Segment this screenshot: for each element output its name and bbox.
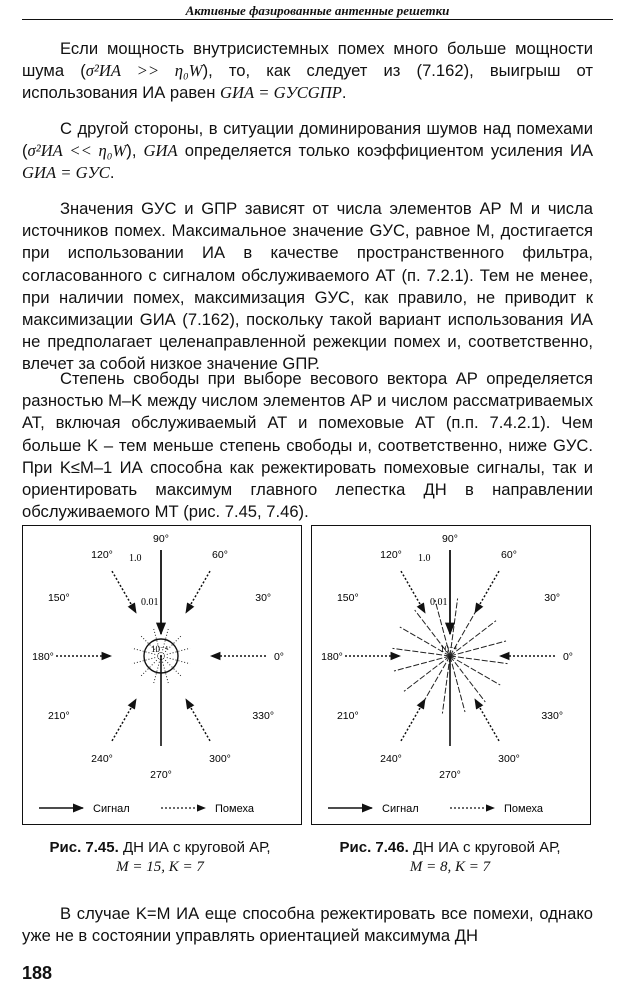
angle-label: 0° — [562, 651, 574, 663]
radiation-pattern-chart — [312, 526, 589, 823]
pattern-ray — [161, 656, 190, 664]
angle-label: 90° — [153, 533, 169, 545]
angle-label: 60° — [501, 548, 517, 561]
interference-arrow — [186, 699, 210, 741]
pattern-ray — [442, 656, 450, 714]
pattern-ray — [161, 656, 169, 685]
radial-label-middle: 0.01 — [430, 597, 448, 608]
angle-label: 180° — [321, 651, 343, 663]
pattern-ray — [450, 656, 485, 702]
caption-figure-7-45: Рис. 7.45. ДН ИА с круговой АР, M = 15, K = 7 — [49, 839, 271, 875]
angle-label: 30° — [255, 592, 272, 604]
caption-figure-7-46: Рис. 7.46. ДН ИА с круговой АР, M = 8, K = 7 — [339, 839, 561, 875]
pattern-ray — [153, 656, 161, 685]
angle-label: 210° — [336, 710, 359, 722]
pattern-ray — [421, 656, 450, 706]
radial-label-outer: 1.0 — [418, 553, 431, 564]
paragraph-1: Если мощность внутрисистемных помех много больше мощности шума (σ²ИА >> η₀W), то, как следует из (7.162), выигрыш от использования ИА равен GИА = GУСGПР. — [22, 39, 593, 103]
radial-label-outer: 1.0 — [129, 553, 142, 564]
pattern-ray — [450, 656, 465, 712]
angle-label: 150° — [336, 592, 359, 604]
radial-label-middle: 0.01 — [141, 597, 159, 608]
angle-label: 0° — [273, 651, 285, 663]
angle-label: 270° — [439, 769, 461, 781]
figure-7-46 — [311, 525, 591, 825]
angle-label: 60° — [212, 548, 228, 561]
pattern-ray — [450, 656, 500, 685]
pattern-ray — [132, 656, 161, 664]
pattern-ray — [450, 641, 506, 656]
angle-label: 90° — [442, 533, 458, 545]
radial-label-inner: 10⁻⁴ — [151, 644, 168, 654]
pattern-ray — [161, 656, 182, 677]
angle-label: 30° — [544, 592, 561, 604]
radial-label-inner: 10⁻⁴ — [440, 644, 457, 654]
legend-signal-label: Сигнал — [382, 803, 419, 815]
angle-label: 270° — [150, 769, 172, 781]
angle-label: 150° — [47, 592, 70, 604]
angle-label: 300° — [498, 753, 520, 766]
angle-label: 240° — [91, 753, 113, 766]
interference-arrow — [401, 571, 425, 613]
angle-label: 300° — [209, 753, 231, 766]
pattern-ray — [140, 656, 161, 677]
pattern-ray — [404, 656, 450, 691]
legend-signal-label: Сигнал — [93, 803, 130, 815]
paragraph-5: В случае K=M ИА еще способна режектировать все помехи, однако уже не в состоянии управлять ориентацией максимума ДН — [22, 904, 593, 946]
paragraph-3: Значения GУС и GПР зависят от числа элементов АР M и числа источников помех. Максимальное значение GУС, равное M, достигается при использовании ИА в качестве пространственного фильтра, согласованного с сигналом обслуживаемого АТ (п. 7.2.1). Тем не менее, при наличии помех, максимизация GУС, как правило, не приводит к максимизации GИА (7.162), поскольку такой вариант использования ИА не предполагает целенаправленной режекции помех и, соответственно, влечет за собой низкое значение GПР. — [22, 199, 593, 374]
pattern-ray — [394, 656, 450, 671]
interference-arrow — [112, 571, 136, 613]
figure-7-45 — [22, 525, 302, 825]
radiation-pattern-chart — [23, 526, 300, 823]
angle-label: 330° — [252, 710, 275, 722]
angle-label: 330° — [541, 710, 564, 722]
angle-label: 240° — [380, 753, 402, 766]
running-header: Активные фазированные антенные решетки — [22, 2, 613, 20]
angle-label: 210° — [47, 710, 70, 722]
interference-arrow — [186, 571, 210, 613]
page-number: 188 — [22, 963, 53, 983]
interference-arrow — [475, 571, 499, 613]
legend — [39, 803, 255, 815]
angle-label: 120° — [91, 548, 113, 561]
legend-interference-label: Помеха — [215, 803, 254, 815]
angle-label: 180° — [32, 651, 54, 663]
legend — [328, 803, 544, 815]
legend-interference-label: Помеха — [504, 803, 543, 815]
angle-label: 120° — [380, 548, 402, 561]
interference-arrow — [112, 699, 136, 741]
interference-arrow — [401, 699, 425, 741]
paragraph-4: Степень свободы при выборе весового вектора АР определяется разностью M–K между числом элементов АР и числом рассматриваемых АТ, включая обслуживаемый АТ и помеховые АТ (п.п. 7.4.2.1). Чем больше K – тем меньше степень свободы и, соответственно, ниже GУС. При K≤M–1 ИА способна как режектировать помеховые сигналы, так и ориентировать максимум главного лепестка ДН в направлении обслуживаемого МТ (рис. 7.45, 7.46). — [22, 369, 593, 522]
paragraph-2: С другой стороны, в ситуации доминирования шумов над помехами (σ²ИА << η₀W), GИА определяется только коэффициентом усиления ИА GИА = GУС. — [22, 119, 594, 183]
interference-arrow — [475, 699, 499, 741]
pattern-ray — [450, 621, 496, 656]
pattern-ray — [450, 656, 508, 664]
